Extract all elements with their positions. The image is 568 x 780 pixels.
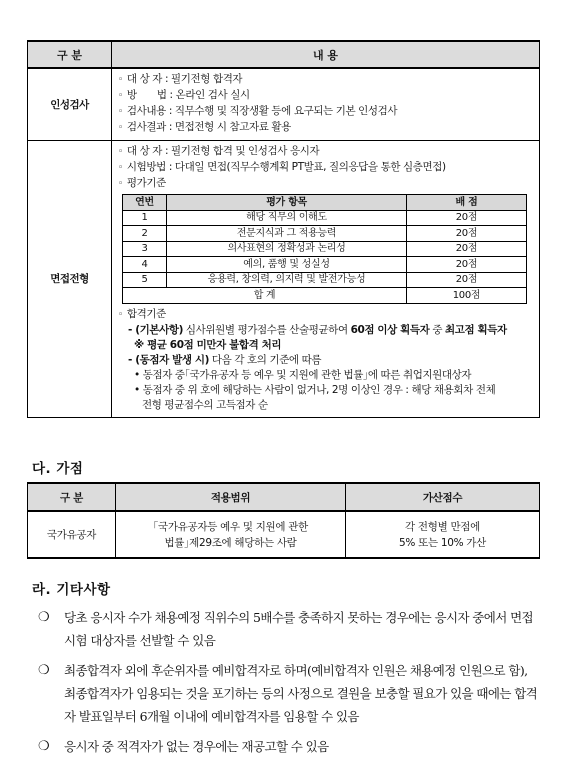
list-item: ❍ 응시자 중 적격자가 없는 경우에는 재공고할 수 있음 [38,735,542,758]
eval-no: 5 [123,272,167,288]
table-row-interview [28,141,540,418]
header-content: 내 용 [112,41,540,68]
tie-rule-item: • 동점자 중 위 호에 해당하는 사람이 없거나, 2명 이상인 경우 : 해당 채용회차 전체 [134,383,496,396]
misc-list [38,606,542,765]
circle-bullet-icon: ❍ [38,663,50,678]
personality-content [112,68,540,141]
list-item: ◦ 검사내용 : 직무수행 및 직장생활 등에 요구되는 기본 인성검사 [118,105,398,117]
eval-score: 20점 [407,272,527,288]
eval-item: 해당 직무의 이해도 [167,210,407,226]
eval-no: 2 [123,226,167,242]
table-row-personality [28,68,540,141]
bonus-header-row [28,483,540,511]
header-category: 구 분 [28,41,112,68]
pass-criteria-title: ◦ 합격기준 [118,307,166,320]
table-row [123,210,527,226]
list-item: ◦ 대 상 자 : 필기전형 합격자 [118,73,243,85]
eval-header-row [123,195,527,211]
selection-process-table [27,40,540,418]
bonus-header-category: 구 분 [28,483,116,511]
interview-label: 면접전형 [28,141,112,418]
table-row [123,257,527,273]
table-header-row [28,41,540,68]
interview-content [112,141,540,418]
eval-score: 20점 [407,210,527,226]
bonus-points: 각 전형별 만점에 5% 또는 10% 가산 [346,511,540,558]
eval-item: 예의, 품행 및 성실성 [167,257,407,273]
section-heading-misc: 라. 기타사항 [32,582,111,598]
eval-header-item: 평가 항목 [167,195,407,211]
list-item: ◦ 평가기준 [118,177,166,189]
eval-header-no: 연번 [123,195,167,211]
bonus-scope: ｢국가유공자등 예우 및 지원에 관한 법률｣제29조에 해당하는 사람 [116,511,346,558]
list-item: ◦ 방 법 : 온라인 검사 실시 [118,89,250,101]
list-item: ❍ 최종합격자 외에 후순위자를 예비합격자로 하며(예비합격자 인원은 채용예정 인원으로 함), 최종합격자가 임용되는 것을 포기하는 등의 사정으로 결원을 보충할 필요가 있을 때에는 합격자 발표일부터 6개월 이내에 예비합격자를 임용할 수 있음 [38,659,542,728]
table-row [123,241,527,257]
table-row [123,226,527,242]
tie-rule-item-cont: 전형 평균점수의 고득점자 순 [142,398,268,411]
tie-rule-item: • 동점자 중｢국가유공자 등 예우 및 지원에 관한 법률｣에 따른 취업지원대상자 [134,368,472,381]
bonus-points-table [27,482,540,559]
eval-item: 의사표현의 정확성과 논리성 [167,241,407,257]
bonus-header-points: 가산점수 [346,483,540,511]
basic-note: ※ 평균 60점 미만자 불합격 처리 [134,338,282,351]
eval-no: 3 [123,241,167,257]
evaluation-criteria-table [122,194,527,304]
list-item: ❍ 당초 응시자 수가 채용예정 직위수의 5배수를 충족하지 못하는 경우에는 응시자 중에서 면접시험 대상자를 선발할 수 있음 [38,606,542,652]
eval-total-row [123,288,527,304]
personality-label: 인성검사 [28,68,112,141]
circle-bullet-icon: ❍ [38,610,50,625]
eval-score: 20점 [407,257,527,273]
table-row [123,272,527,288]
circle-bullet-icon: ❍ [38,739,50,754]
list-item: ◦ 대 상 자 : 필기전형 합격 및 인성검사 응시자 [118,145,320,157]
eval-total-value: 100점 [407,288,527,304]
eval-total-label: 합 계 [123,288,407,304]
eval-header-score: 배 점 [407,195,527,211]
table-row [28,511,540,558]
tie-rule: - (동점자 발생 시) 다음 각 호의 기준에 따름 [128,353,322,366]
eval-score: 20점 [407,226,527,242]
bonus-header-scope: 적용범위 [116,483,346,511]
eval-no: 4 [123,257,167,273]
eval-item: 전문지식과 그 적용능력 [167,226,407,242]
eval-item: 응용력, 창의력, 의지력 및 발전가능성 [167,272,407,288]
section-heading-bonus: 다. 가점 [32,461,84,477]
list-item: ◦ 시험방법 : 다대일 면접(직무수행계획 PT발표, 질의응답을 통한 심층면접) [118,161,446,173]
list-item: ◦ 검사결과 : 면접전형 시 참고자료 활용 [118,121,291,133]
eval-score: 20점 [407,241,527,257]
eval-no: 1 [123,210,167,226]
basic-rule: - (기본사항) 심사위원별 평가점수를 산술평균하여 60점 이상 획득자 중 최고점 획득자 [128,323,507,336]
bonus-category: 국가유공자 [28,511,116,558]
